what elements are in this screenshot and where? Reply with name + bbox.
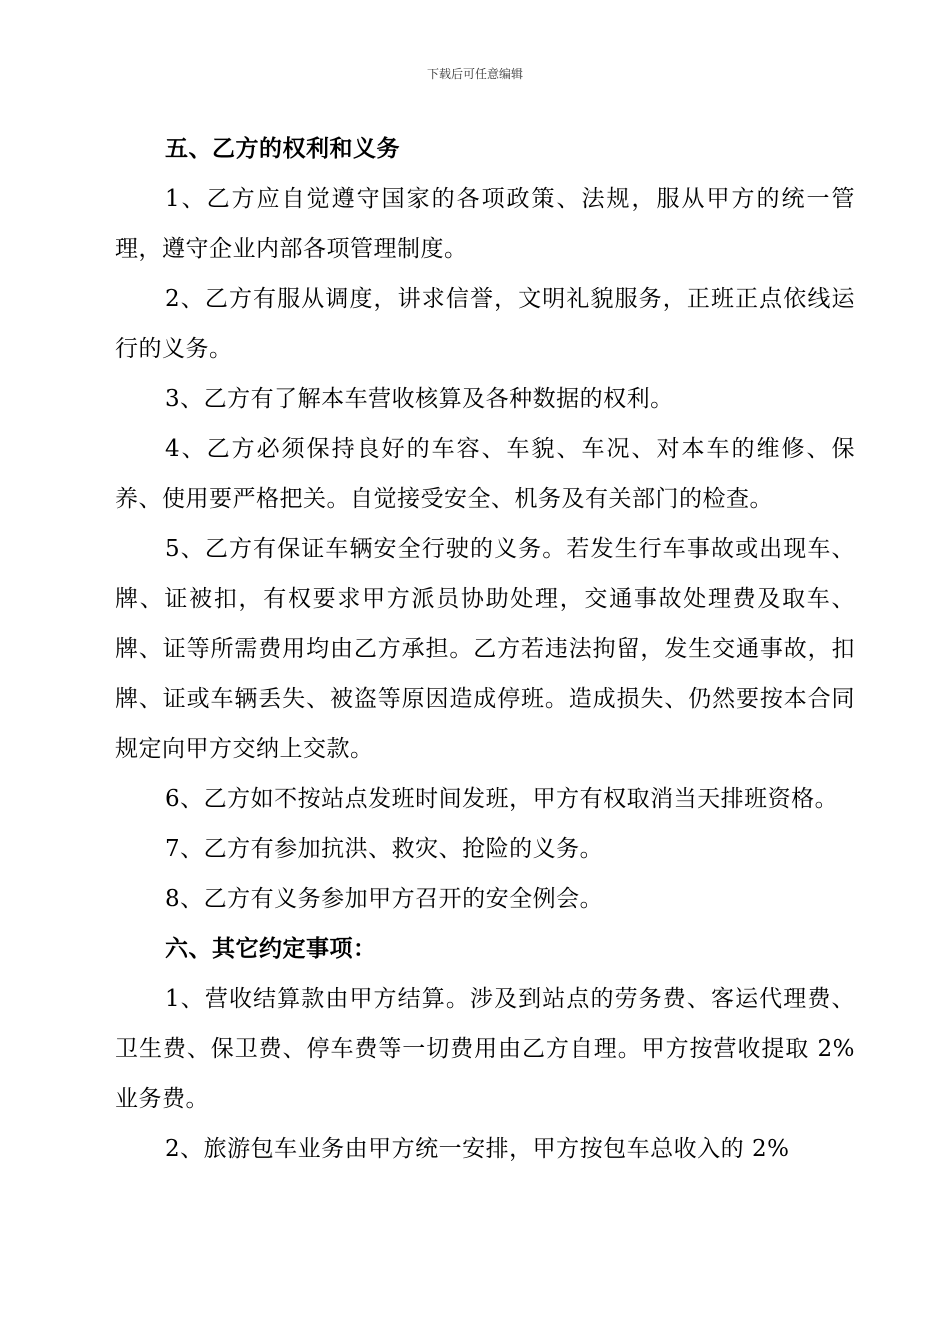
section-five-item-3: 3、乙方有了解本车营收核算及各种数据的权利。 xyxy=(165,386,674,412)
section-six-item-2: 2、旅游包车业务由甲方统一安排，甲方按包车总收入的 2% xyxy=(165,1136,790,1162)
section-five-item-5: 5、乙方有保证车辆安全行驶的义务。若发生行车事故或出现车、牌、证被扣，有权要求甲方派员协助处理，交通事故处理费及取车、牌、证等所需费用均由乙方承担。乙方若违法拘留，发生交通事故，扣牌、证或车辆丢失、被盗等原因造成停班。造成损失、仍然要按本合同规定向甲方交纳上交款。 xyxy=(115,536,855,762)
page-header-note: 下载后可任意编辑 xyxy=(426,67,523,81)
section-six-item-1: 1、营收结算款由甲方结算。涉及到站点的劳务费、客运代理费、卫生费、保卫费、停车费等一切费用由乙方自理。甲方按营收提取 2%业务费。 xyxy=(115,986,855,1112)
section-six-heading: 六、其它约定事项： xyxy=(165,935,377,962)
section-five-item-2: 2、乙方有服从调度，讲求信誉，文明礼貌服务，正班正点依线运行的义务。 xyxy=(115,286,855,362)
section-five-item-4: 4、乙方必须保持良好的车容、车貌、车况、对本车的维修、保养、使用要严格把关。自觉接受安全、机务及有关部门的检查。 xyxy=(115,436,855,512)
section-five-item-1: 1、乙方应自觉遵守国家的各项政策、法规，服从甲方的统一管理，遵守企业内部各项管理制度。 xyxy=(115,186,855,262)
document-body xyxy=(115,124,855,1174)
section-five-item-8: 8、乙方有义务参加甲方召开的安全例会。 xyxy=(165,886,604,912)
section-five-item-6: 6、乙方如不按站点发班时间发班，甲方有权取消当天排班资格。 xyxy=(165,786,839,812)
section-five-heading: 五、乙方的权利和义务 xyxy=(165,135,400,162)
section-five-item-7: 7、乙方有参加抗洪、救灾、抢险的义务。 xyxy=(165,836,604,862)
